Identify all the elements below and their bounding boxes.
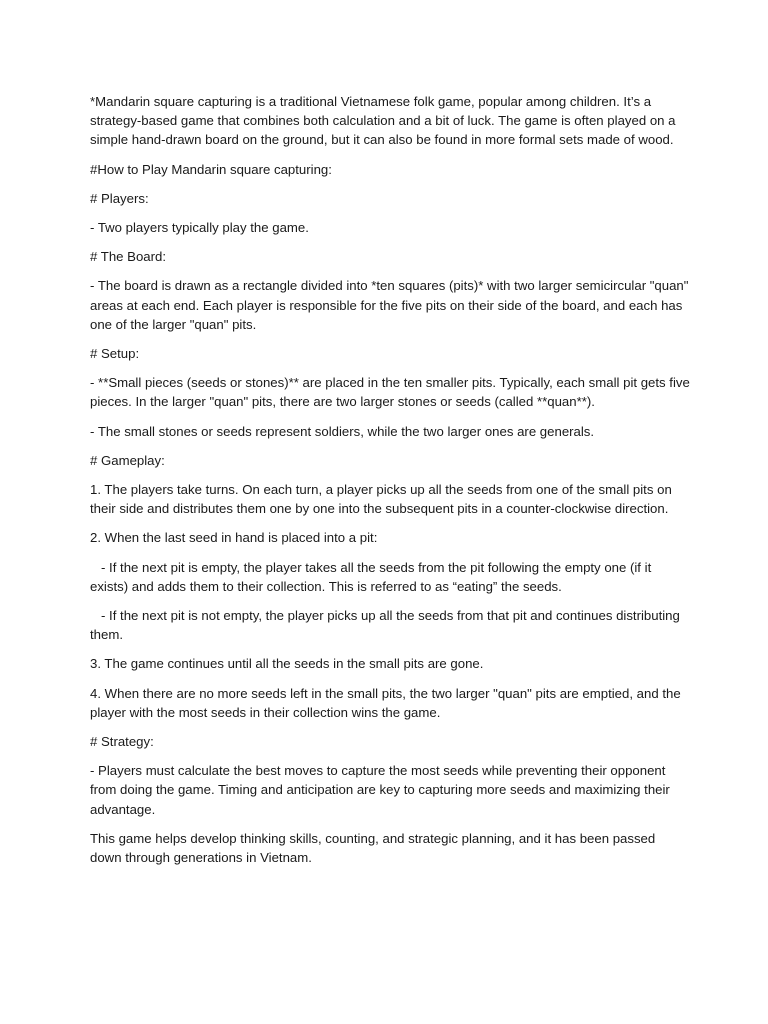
gameplay-step-1: 1. The players take turns. On each turn, a player picks up all the seeds from one of the small pits on their side and distributes them one by one into the subsequent pits in a counter-clockwise direction. [90,482,676,517]
section-heading-strategy: # Strategy: [90,734,154,750]
gameplay-step-3: 3. The game continues until all the seeds in the small pits are gone. [90,656,484,672]
document-body [90,92,694,877]
setup-paragraph-pieces: - **Small pieces (seeds or stones)** are placed in the ten smaller pits. Typically, each small pit gets five pieces. In the larger "quan" pits, there are two larger stones or seeds (called **quan**). [90,375,694,410]
gameplay-step-2: 2. When the last seed in hand is placed into a pit: [90,530,378,546]
section-heading-board: # The Board: [90,249,167,265]
gameplay-step-4: 4. When there are no more seeds left in the small pits, the two larger "quan" pits are emptied, and the player with the most seeds in their collection wins the game. [90,685,685,720]
strategy-paragraph: - Players must calculate the best moves to capture the most seeds while preventing their opponent from doing the game. Timing and anticipation are key to capturing more seeds and maximizing their advantage. [90,763,674,817]
board-paragraph: - The board is drawn as a rectangle divided into *ten squares (pits)* with two larger semicircular "quan" areas at each end. Each player is responsible for the five pits on their side of the board, and each has one of the larger "quan" pits. [90,278,693,332]
section-heading-players: # Players: [90,190,149,206]
closing-paragraph: This game helps develop thinking skills, counting, and strategic planning, and it has been passed down through generations in Vietnam. [90,830,659,866]
setup-paragraph-soldiers: - The small stones or seeds represent soldiers, while the two larger ones are generals. [90,423,595,439]
players-paragraph: - Two players typically play the game. [90,220,309,236]
section-heading-gameplay: # Gameplay: [90,452,165,468]
intro-paragraph: *Mandarin square capturing is a traditional Vietnamese folk game, popular among children. It’s a strategy-based game that combines both calculation and a bit of luck. The game is often played on a simple hand-drawn board on the ground, but it can also be found in more formal sets made of wood. [90,94,680,148]
section-heading-setup: # Setup: [90,346,140,362]
gameplay-step-2-not-empty: - If the next pit is not empty, the player picks up all the seeds from that pit and continues distributing them. [90,608,684,643]
section-heading-how-to-play: #How to Play Mandarin square capturing: [90,161,332,177]
gameplay-step-2-empty: - If the next pit is empty, the player takes all the seeds from the pit following the empty one (if it exists) and adds them to their collection. This is referred to as “eating” the seeds. [90,559,655,594]
